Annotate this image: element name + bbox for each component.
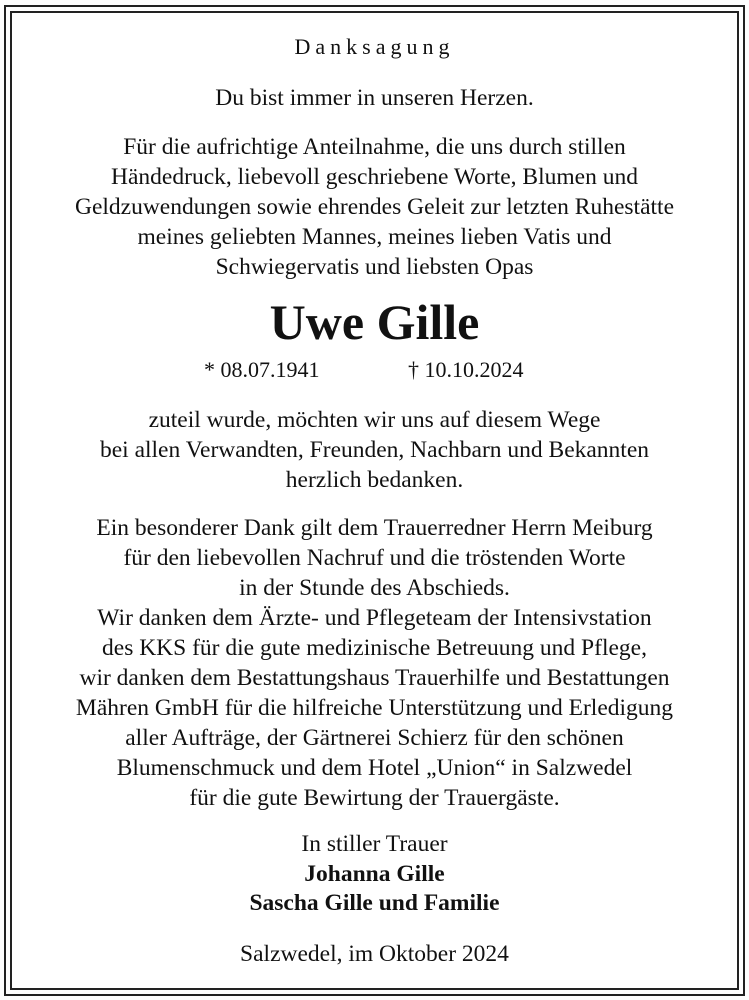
intro-line: Händedruck, liebevoll geschriebene Worte, Blumen und [111, 164, 638, 190]
signature-intro: In stiller Trauer [301, 831, 448, 857]
special-thanks-line: für die gute Bewirtung der Trauergäste. [189, 785, 560, 811]
intro-line: meines geliebten Mannes, meines lieben Vatis und [137, 224, 612, 250]
special-thanks-line: aller Aufträge, der Gärtnerei Schierz für den schönen [125, 725, 624, 751]
heading: Danksagung [294, 34, 455, 59]
special-thanks-line: in der Stunde des Abschieds. [239, 575, 510, 601]
special-thanks-line: Wir danken dem Ärzte- und Pflegeteam der Intensivstation [97, 605, 652, 631]
signature-name: Sascha Gille und Familie [249, 890, 500, 916]
special-thanks-line: wir danken dem Bestattungshaus Trauerhilfe und Bestattungen [79, 665, 670, 691]
special-thanks-line: Ein besonderer Dank gilt dem Trauerredner Herrn Meiburg [96, 515, 653, 541]
life-dates [0, 357, 749, 385]
thanks-line: bei allen Verwandten, Freunden, Nachbarn und Bekannten [99, 437, 650, 463]
special-thanks-line: für den liebevollen Nachruf und die tröstenden Worte [123, 545, 626, 571]
signature-name: Johanna Gille [304, 861, 445, 887]
birth-date: * 08.07.1941 [204, 357, 320, 382]
special-thanks-line: Mähren GmbH für die hilfreiche Unterstützung und Erledigung [75, 695, 674, 721]
death-date: † 10.10.2024 [408, 357, 524, 382]
place-date: Salzwedel, im Oktober 2024 [240, 941, 509, 967]
intro-line: Schwiegervatis und liebsten Opas [215, 254, 534, 280]
deceased-name: Uwe Gille [269, 294, 480, 350]
thanks-line: herzlich bedanken. [285, 467, 464, 493]
intro-line: Für die aufrichtige Anteilnahme, die uns durch stillen [123, 134, 626, 160]
intro-line: Geldzuwendungen sowie ehrendes Geleit zur letzten Ruhestätte [74, 194, 675, 220]
special-thanks-line: des KKS für die gute medizinische Betreuung und Pflege, [102, 635, 647, 661]
special-thanks-line: Blumenschmuck und dem Hotel „Union“ in Salzwedel [116, 755, 633, 781]
thanks-line: zuteil wurde, möchten wir uns auf diesem Wege [148, 407, 601, 433]
motto: Du bist immer in unseren Herzen. [215, 85, 534, 111]
